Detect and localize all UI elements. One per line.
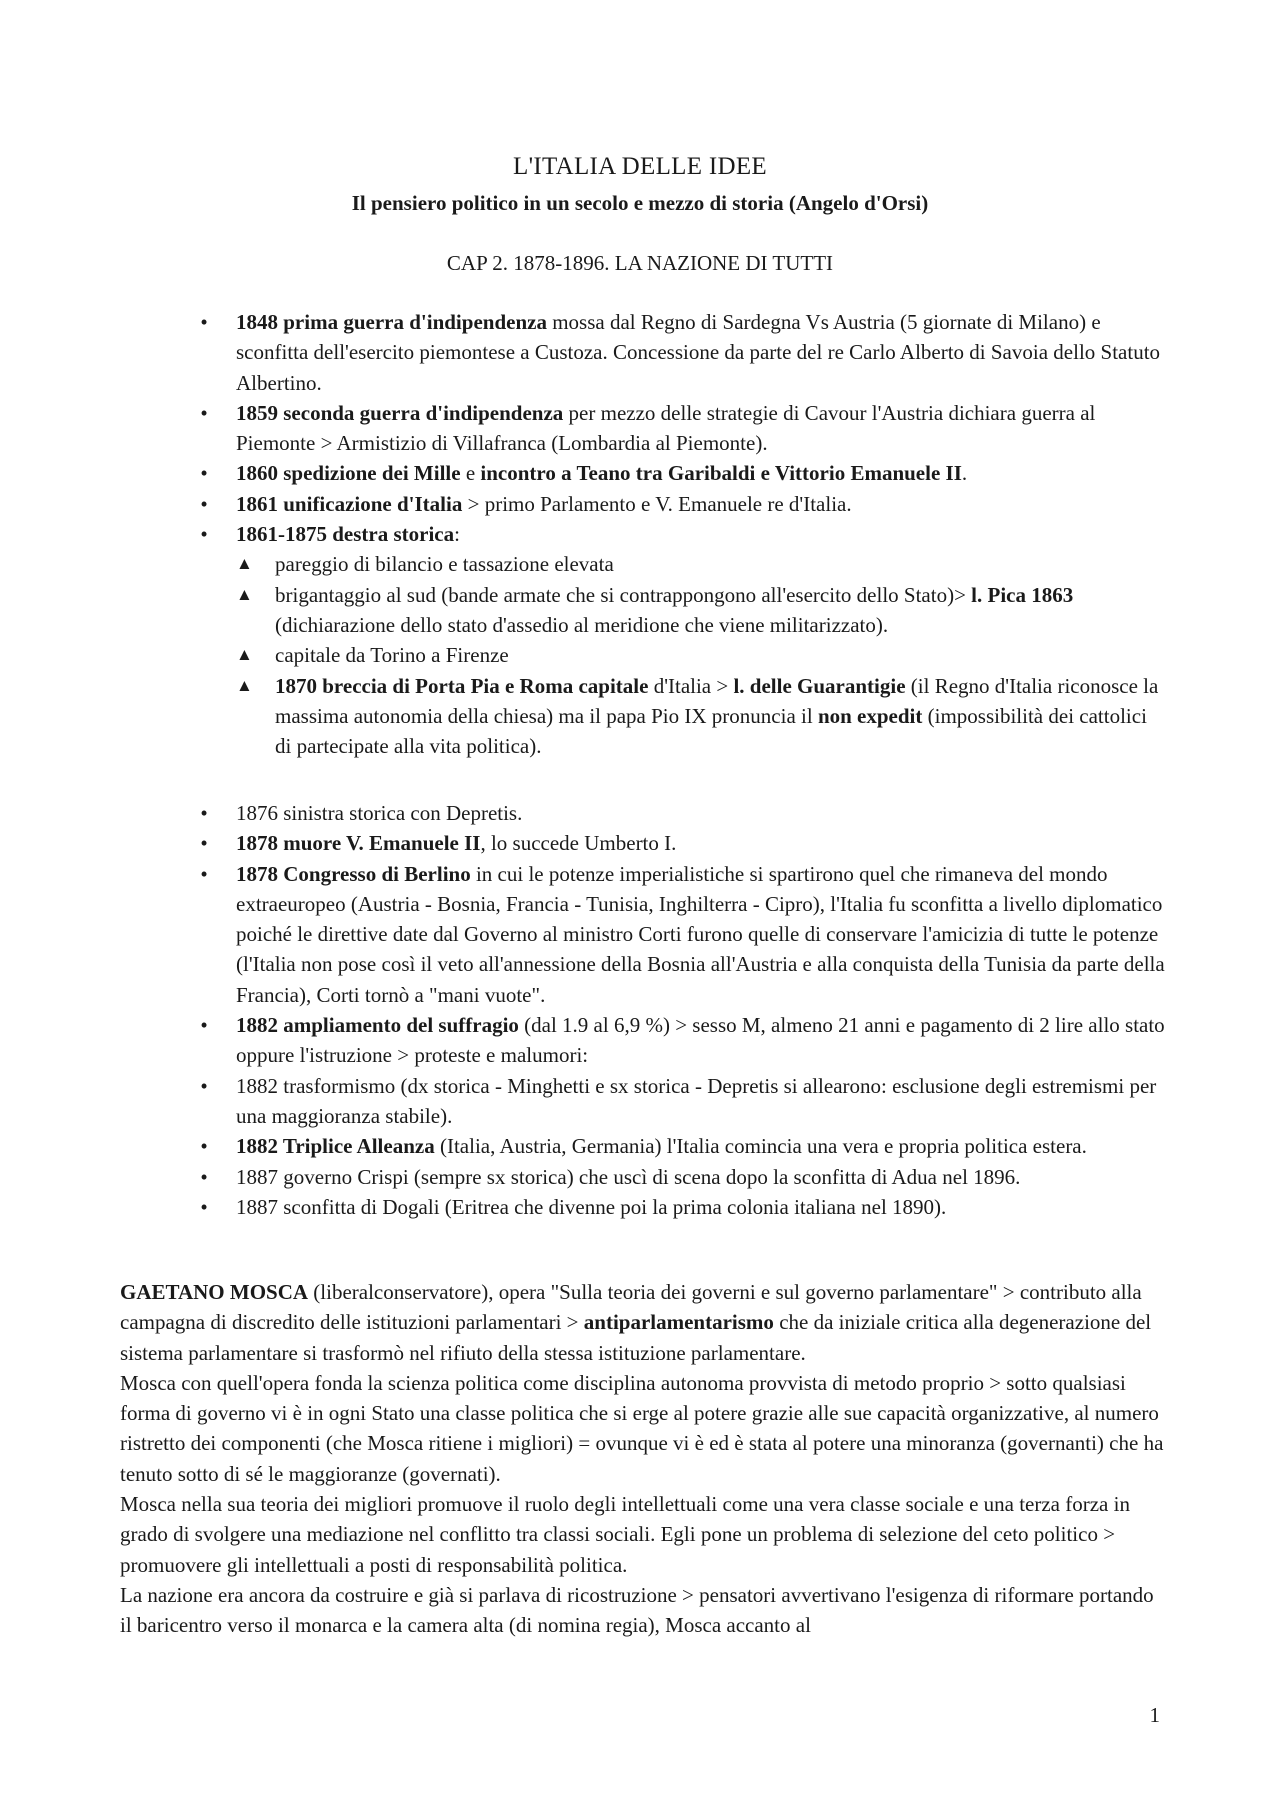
sub-list-item: ▲ capitale da Torino a Firenze <box>0 640 1166 670</box>
list-item: • 1848 prima guerra d'indipendenza mossa dal Regno di Sardegna Vs Austria (5 giornate di Milano) e sconfitta dell'esercito piemontese a Custoza. Concessione da parte del re Carlo Alberto di Savoia dello Statuto Albertino. <box>0 307 1166 398</box>
bullet-icon: • <box>200 400 208 425</box>
bullet-icon: • <box>200 1073 208 1098</box>
list-item: • 1882 Triplice Alleanza (Italia, Austria, Germania) l'Italia comincia una vera e propria politica estera. <box>0 1131 1166 1161</box>
body-text <box>120 1277 1164 1641</box>
list-item: • 1887 governo Crispi (sempre sx storica) che uscì di scena dopo la sconfitta di Adua nel 1896. <box>0 1162 1166 1192</box>
triangle-bullet-icon: ▲ <box>236 645 253 665</box>
paragraph: Mosca nella sua teoria dei migliori promuove il ruolo degli intellettuali come una vera classe sociale e una terza forza in grado di svolgere una mediazione nel conflitto tra classi sociali. Egli pone un problema di selezione del ceto politico > promuovere gli intellettuali a posti di responsabilità politica. <box>120 1492 1130 1577</box>
list-item: • 1887 sconfitta di Dogali (Eritrea che divenne poi la prima colonia italiana nel 1890). <box>0 1192 1166 1222</box>
bullet-icon: • <box>200 461 208 486</box>
list-item: • 1876 sinistra storica con Depretis. <box>0 798 1166 828</box>
paragraph: La nazione era ancora da costruire e già si parlava di ricostruzione > pensatori avvertivano l'esigenza di riformare portando il baricentro verso il monarca e la camera alta (di nomina regia), Mosca accanto al <box>120 1582 1154 1638</box>
sub-list-item: ▲ brigantaggio al sud (bande armate che si contrappongono all'esercito dello Stato)> l. Pica 1863 (dichiarazione dello stato d'assedio al meridione che viene militarizzato). <box>0 580 1166 641</box>
page-subtitle: Il pensiero politico in un secolo e mezzo di storia (Angelo d'Orsi) <box>351 191 929 215</box>
sub-list-item: ▲ 1870 breccia di Porta Pia e Roma capitale d'Italia > l. delle Guarantigie (il Regno d'Italia riconosce la massima autonomia della chiesa) ma il papa Pio IX pronuncia il non expedit (impossibilità dei cattolici di partecipate alla vita politica). <box>0 671 1166 762</box>
bullet-icon: • <box>200 1134 208 1159</box>
bullet-icon: • <box>200 801 208 825</box>
bullet-icon: • <box>200 1164 208 1189</box>
sub-list-item: ▲ pareggio di bilancio e tassazione elevata <box>0 549 1166 579</box>
list-item: • 1861 unificazione d'Italia > primo Parlamento e V. Emanuele re d'Italia. <box>0 489 1166 519</box>
bullet-icon: • <box>200 310 208 334</box>
events-list-2 <box>0 798 1280 1222</box>
list-item: • 1878 muore V. Emanuele II, lo succede Umberto I. <box>0 828 1166 858</box>
sub-list <box>0 549 1280 761</box>
chapter-heading: CAP 2. 1878-1896. LA NAZIONE DI TUTTI <box>446 251 834 275</box>
list-item: • 1861-1875 destra storica: <box>0 519 1166 549</box>
bullet-icon: • <box>200 861 208 886</box>
triangle-bullet-icon: ▲ <box>236 675 253 695</box>
triangle-bullet-icon: ▲ <box>236 554 253 574</box>
list-item: • 1882 ampliamento del suffragio (dal 1.9 al 6,9 %) > sesso M, almeno 21 anni e pagamento di 2 lire allo stato oppure l'istruzione > proteste e malumori: <box>0 1010 1166 1071</box>
triangle-bullet-icon: ▲ <box>236 584 253 604</box>
list-item: • 1878 Congresso di Berlino in cui le potenze imperialistiche si spartirono quel che rimaneva del mondo extraeuropeo (Austria - Bosnia, Francia - Tunisia, Inghilterra - Cipro), l'Italia fu sconfitta a livello diplomatico poiché le direttive date dal Governo al ministro Corti furono quelle di conservare l'amicizia di tutte le potenze (l'Italia non pose così il veto all'annessione della Bosnia all'Austria e alla conquista della Tunisia da parte della Francia), Corti tornò a "mani vuote". <box>0 859 1166 1010</box>
bullet-icon: • <box>200 522 208 547</box>
bullet-icon: • <box>200 831 208 856</box>
bullet-icon: • <box>200 1194 208 1219</box>
bullet-icon: • <box>200 1013 208 1038</box>
paragraph: Mosca con quell'opera fonda la scienza politica come disciplina autonoma provvista di metodo proprio > sotto qualsiasi forma di governo vi è in ogni Stato una classe politica che si erge al potere grazie alle sue capacità organizzative, al numero ristretto dei componenti (che Mosca ritiene i migliori) = ovunque vi è ed è stata al potere una minoranza (governanti) che ha tenuto sotto di sé le maggioranze (governati). <box>120 1370 1164 1486</box>
bullet-icon: • <box>200 491 208 516</box>
list-item: • 1859 seconda guerra d'indipendenza per mezzo delle strategie di Cavour l'Austria dichiara guerra al Piemonte > Armistizio di Villafranca (Lombardia al Piemonte). <box>0 398 1166 459</box>
page-number: 1 <box>1149 1703 1160 1727</box>
events-list-1 <box>0 307 1280 761</box>
list-item: • 1860 spedizione dei Mille e incontro a Teano tra Garibaldi e Vittorio Emanuele II. <box>0 458 1166 488</box>
page-title: L'ITALIA DELLE IDEE <box>513 153 767 180</box>
paragraph: GAETANO MOSCA (liberalconservatore), opera "Sulla teoria dei governi e sul governo parlamentare" > contributo alla campagna di discredito delle istituzioni parlamentari > antiparlamentarismo che da iniziale critica alla degenerazione del sistema parlamentare si trasformò nel rifiuto della stessa istituzione parlamentare. <box>120 1280 1152 1365</box>
list-item: • 1882 trasformismo (dx storica - Minghetti e sx storica - Depretis si allearono: esclusione degli estremismi per una maggioranza stabile). <box>0 1071 1166 1132</box>
